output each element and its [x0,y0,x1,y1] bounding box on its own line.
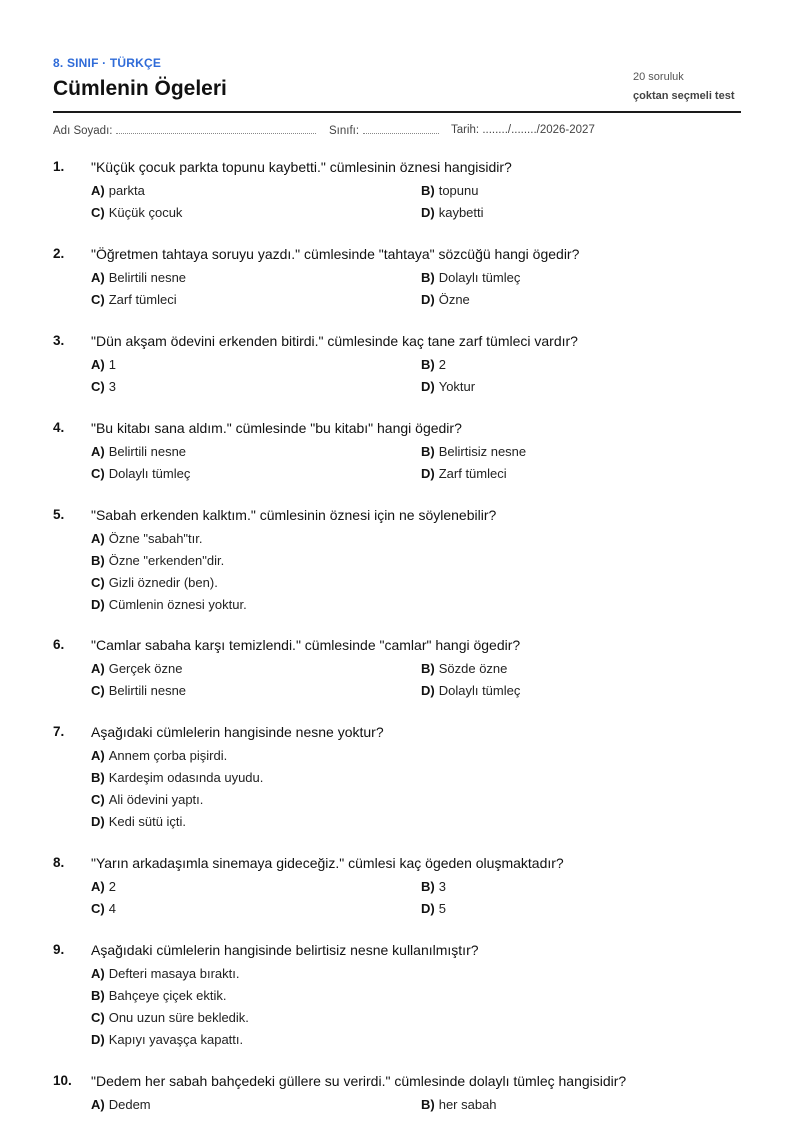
option-letter: B) [421,879,435,894]
option-text: Özne [438,292,470,307]
option-letter: D) [421,379,435,394]
option-letter: A) [91,966,105,981]
option-letter: C) [91,292,105,307]
option-letter: C) [91,466,105,481]
answer-option[interactable] [91,901,116,916]
option-text: Özne "erkenden"dir. [108,553,225,568]
question-number: 1. [53,159,65,174]
option-text: Onu uzun süre bekledik. [108,1010,249,1025]
answer-option[interactable] [91,661,182,676]
question-stem: "Sabah erkenden kalktım." cümlesinin öznesi için ne söylenebilir? [91,507,497,523]
answer-option[interactable] [91,553,224,568]
option-text: Dolaylı tümleç [438,683,521,698]
option-text: Ali ödevini yaptı. [108,792,204,807]
option-text: Defteri masaya bıraktı. [108,966,240,981]
option-text: parkta [108,183,145,198]
option-text: Özne "sabah"tır. [108,531,203,546]
answer-option[interactable] [91,1010,249,1025]
option-letter: C) [91,792,105,807]
question-stem: "Yarın arkadaşımla sinemaya gideceğiz." cümlesi kaç ögeden oluşmaktadır? [91,855,564,871]
question-number: 7. [53,724,65,739]
question-stem: Aşağıdaki cümlelerin hangisinde belirtisiz nesne kullanılmıştır? [91,942,479,958]
answer-option[interactable] [91,683,186,698]
class-label: Sınıfı: [329,125,360,137]
option-text: Küçük çocuk [108,205,183,220]
option-letter: A) [91,748,105,763]
question-stem: "Dün akşam ödevini erkenden bitirdi." cümlesinde kaç tane zarf tümleci vardır? [91,333,578,349]
answer-option[interactable] [91,292,177,307]
answer-option[interactable] [91,183,145,198]
option-letter: D) [421,901,435,916]
answer-option[interactable] [91,748,227,763]
answer-option[interactable] [421,183,478,198]
answer-option[interactable] [91,1097,151,1112]
option-text: Zarf tümleci [438,466,507,481]
answer-option[interactable] [421,270,520,285]
option-text: Annem çorba pişirdi. [108,748,228,763]
answer-option[interactable] [91,466,190,481]
student-info-row [53,124,743,140]
option-text: Zarf tümleci [108,292,177,307]
question-number: 4. [53,420,65,435]
answer-option[interactable] [421,379,475,394]
option-letter: D) [421,205,435,220]
option-letter: D) [91,1032,105,1047]
question-number: 5. [53,507,65,522]
option-letter: C) [91,379,105,394]
answer-option[interactable] [91,357,116,372]
option-text: Belirtili nesne [108,444,187,459]
answer-option[interactable] [91,575,218,590]
grade-subject-label: 8. SINIF · TÜRKÇE [53,56,162,70]
option-letter: B) [421,444,435,459]
option-text: 2 [438,357,446,372]
question-stem: "Dedem her sabah bahçedeki güllere su verirdi." cümlesinde dolaylı tümleç hangisidir? [91,1073,627,1089]
name-field[interactable] [53,124,316,137]
option-text: Belirtili nesne [108,270,187,285]
option-letter: B) [421,357,435,372]
option-text: Kapıyı yavaşça kapattı. [108,1032,244,1047]
question-number: 9. [53,942,65,957]
option-text: 3 [108,379,116,394]
option-text: Kardeşim odasında uyudu. [108,770,264,785]
question-stem: "Bu kitabı sana aldım." cümlesinde "bu kitabı" hangi ögedir? [91,420,462,436]
option-letter: D) [91,597,105,612]
option-letter: D) [91,814,105,829]
option-text: Cümlenin öznesi yoktur. [108,597,247,612]
question-stem: "Camlar sabaha karşı temizlendi." cümlesinde "camlar" hangi ögedir? [91,637,521,653]
class-field[interactable] [329,124,439,137]
question-number: 10. [53,1073,72,1088]
question-count: 20 soruluk [633,71,684,83]
question-stem: "Küçük çocuk parkta topunu kaybetti." cümlesinin öznesi hangisidir? [91,159,512,175]
answer-option[interactable] [421,205,484,220]
answer-option[interactable] [91,444,186,459]
answer-option[interactable] [91,966,240,981]
option-text: her sabah [438,1097,497,1112]
question-stem: "Öğretmen tahtaya soruyu yazdı." cümlesinde "tahtaya" sözcüğü hangi ögedir? [91,246,580,262]
option-letter: A) [91,183,105,198]
question-stem: Aşağıdaki cümlelerin hangisinde nesne yoktur? [91,724,384,740]
option-letter: B) [421,270,435,285]
option-text: Dedem [108,1097,151,1112]
option-letter: D) [421,466,435,481]
class-blank[interactable] [363,124,439,134]
option-letter: A) [91,661,105,676]
option-letter: A) [91,357,105,372]
answer-option[interactable] [91,814,186,829]
option-letter: C) [91,1010,105,1025]
option-text: 3 [438,879,446,894]
name-label: Adı Soyadı: [53,125,113,137]
option-letter: B) [421,661,435,676]
option-letter: A) [91,531,105,546]
option-text: 5 [438,901,446,916]
answer-option[interactable] [91,988,227,1003]
question-number: 3. [53,333,65,348]
answer-option[interactable] [91,270,186,285]
option-text: Kedi sütü içti. [108,814,187,829]
option-letter: C) [91,683,105,698]
option-text: Sözde özne [438,661,508,676]
answer-option[interactable] [421,292,470,307]
answer-option[interactable] [91,792,203,807]
option-letter: C) [91,205,105,220]
date-value: ......../......../2026-2027 [482,124,595,136]
option-letter: C) [91,575,105,590]
answer-option[interactable] [421,466,507,481]
option-text: topunu [438,183,479,198]
page-title: Cümlenin Ögeleri [53,77,227,100]
option-letter: B) [421,183,435,198]
answer-option[interactable] [91,1032,243,1047]
option-letter: A) [91,1097,105,1112]
answer-option[interactable] [91,205,182,220]
answer-option[interactable] [421,661,507,676]
answer-option[interactable] [91,770,263,785]
option-letter: A) [91,879,105,894]
option-text: 4 [108,901,116,916]
answer-option[interactable] [91,531,203,546]
option-text: Gizli öznedir (ben). [108,575,218,590]
option-letter: D) [421,292,435,307]
option-text: Gerçek özne [108,661,183,676]
option-text: Belirtisiz nesne [438,444,527,459]
option-letter: A) [91,444,105,459]
question-number: 6. [53,637,65,652]
test-type: çoktan seçmeli test [633,90,735,102]
date-label: Tarih: [451,124,480,136]
option-text: Yoktur [438,379,476,394]
option-letter: B) [91,770,105,785]
option-letter: B) [421,1097,435,1112]
option-text: kaybetti [438,205,484,220]
answer-option[interactable] [91,379,116,394]
option-letter: B) [91,988,105,1003]
option-text: 2 [108,879,116,894]
option-text: Dolaylı tümleç [438,270,521,285]
answer-option[interactable] [421,879,446,894]
answer-option[interactable] [421,357,446,372]
answer-option[interactable] [91,597,247,612]
date-field [451,124,595,136]
question-number: 2. [53,246,65,261]
option-letter: D) [421,683,435,698]
answer-option[interactable] [421,901,446,916]
name-blank[interactable] [116,124,316,134]
test-meta [633,71,741,102]
option-letter: A) [91,270,105,285]
option-text: Dolaylı tümleç [108,466,191,481]
answer-option[interactable] [421,444,526,459]
answer-option[interactable] [421,1097,497,1112]
worksheet-header [53,55,741,113]
option-text: Bahçeye çiçek ektik. [108,988,227,1003]
option-letter: C) [91,901,105,916]
question-number: 8. [53,855,65,870]
option-text: 1 [108,357,116,372]
answer-option[interactable] [421,683,520,698]
option-text: Belirtili nesne [108,683,187,698]
option-letter: B) [91,553,105,568]
answer-option[interactable] [91,879,116,894]
